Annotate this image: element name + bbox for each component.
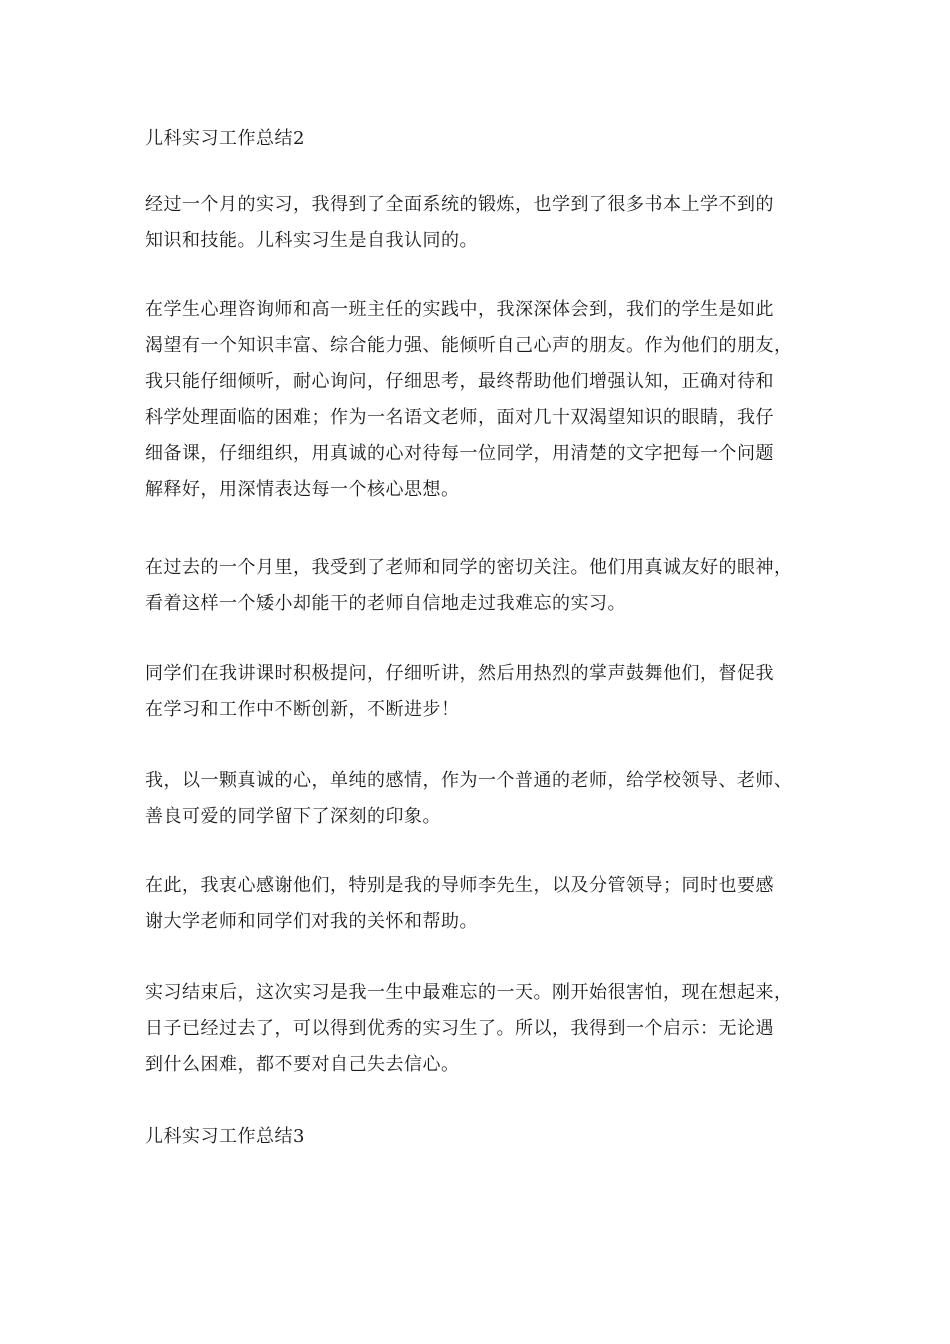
paragraph-line: 到什么困难，都不要对自己失去信心。 bbox=[145, 1054, 460, 1075]
paragraph-line: 渴望有一个知识丰富、综合能力强、能倾听自己心声的朋友。作为他们的朋友， bbox=[145, 335, 793, 356]
paragraph-line: 在学习和工作中不断创新，不断进步！ bbox=[145, 699, 460, 720]
paragraph bbox=[145, 187, 813, 259]
paragraph-line: 经过一个月的实习，我得到了全面系统的锻炼，也学到了很多书本上学不到的 bbox=[145, 194, 774, 215]
paragraph-line: 同学们在我讲课时积极提问，仔细听讲，然后用热烈的掌声鼓舞他们，督促我 bbox=[145, 663, 774, 684]
paragraph bbox=[145, 763, 813, 835]
paragraph bbox=[145, 975, 813, 1083]
paragraph-line: 知识和技能。儿科实习生是自我认同的。 bbox=[145, 230, 478, 251]
paragraph-line: 我，以一颗真诚的心，单纯的感情，作为一个普通的老师，给学校领导、老师、 bbox=[145, 770, 793, 791]
paragraph-line: 我只能仔细倾听，耐心询问，仔细思考，最终帮助他们增强认知，正确对待和 bbox=[145, 371, 774, 392]
paragraph-line: 日子已经过去了，可以得到优秀的实习生了。所以，我得到一个启示：无论遇 bbox=[145, 1018, 774, 1039]
paragraph-line: 谢大学老师和同学们对我的关怀和帮助。 bbox=[145, 911, 478, 932]
paragraph-line: 在学生心理咨询师和高一班主任的实践中，我深深体会到，我们的学生是如此 bbox=[145, 299, 774, 320]
paragraph bbox=[145, 292, 813, 508]
paragraph bbox=[145, 550, 813, 622]
paragraph-line: 在此，我衷心感谢他们，特别是我的导师李先生，以及分管领导；同时也要感 bbox=[145, 875, 774, 896]
paragraph-line: 在过去的一个月里，我受到了老师和同学的密切关注。他们用真诚友好的眼神， bbox=[145, 557, 793, 578]
paragraph bbox=[145, 868, 813, 940]
paragraph-line: 解释好，用深情表达每一个核心思想。 bbox=[145, 479, 460, 500]
section-heading: 儿科实习工作总结3 bbox=[145, 1126, 305, 1147]
paragraph-line: 看着这样一个矮小却能干的老师自信地走过我难忘的实习。 bbox=[145, 593, 626, 614]
section-heading: 儿科实习工作总结2 bbox=[145, 128, 305, 149]
paragraph-line: 善良可爱的同学留下了深刻的印象。 bbox=[145, 806, 441, 827]
paragraph-line: 细备课，仔细组织，用真诚的心对待每一位同学，用清楚的文字把每一个问题 bbox=[145, 443, 774, 464]
paragraph-line: 实习结束后，这次实习是我一生中最难忘的一天。刚开始很害怕，现在想起来， bbox=[145, 982, 793, 1003]
paragraph bbox=[145, 656, 813, 728]
paragraph-line: 科学处理面临的困难；作为一名语文老师，面对几十双渴望知识的眼睛，我仔 bbox=[145, 407, 774, 428]
